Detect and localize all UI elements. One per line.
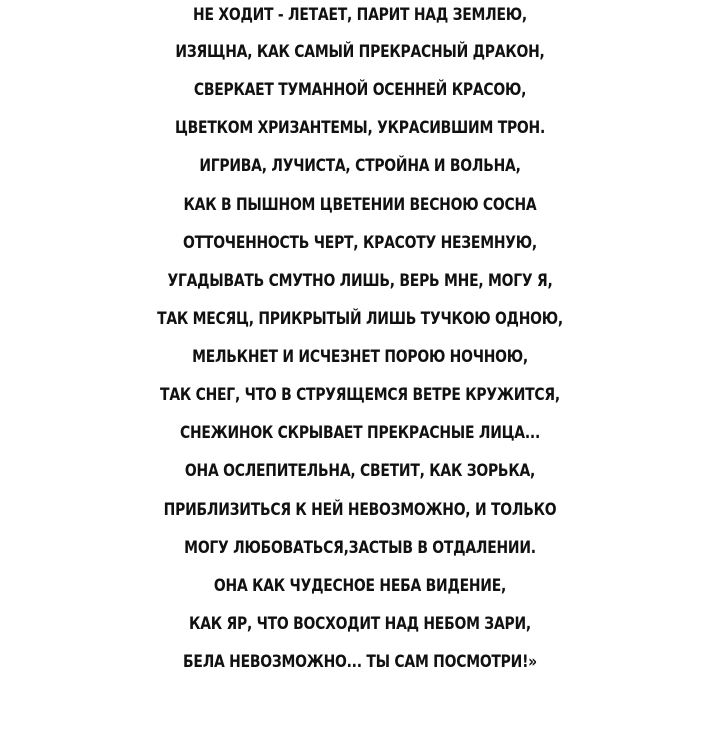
poem-line: ОНА КАК ЧУДЕСНОЕ НЕБА ВИДЕНИЕ, (213, 576, 507, 596)
poem-line: ТАК СНЕГ, ЧТО В СТРУЯЩЕМСЯ ВЕТРЕ КРУЖИТСЯ, (160, 385, 560, 405)
poem-line: ОТТОЧЕННОСТЬ ЧЕРТ, КРАСОТУ НЕЗЕМНУЮ, (183, 233, 537, 253)
poem-line: ОНА ОСЛЕПИТЕЛЬНА, СВЕТИТ, КАК ЗОРЬКА, (184, 461, 536, 481)
poem-line: БЕЛА НЕВОЗМОЖНО... ТЫ САМ ПОСМОТРИ!» (183, 652, 537, 672)
poem-line: ИГРИВА, ЛУЧИСТА, СТРОЙНА И ВОЛЬНА, (199, 156, 521, 176)
poem-line: МЕЛЬКНЕТ И ИСЧЕЗНЕТ ПОРОЮ НОЧНОЮ, (192, 347, 528, 367)
poem-line: СНЕЖИНОК СКРЫВАЕТ ПРЕКРАСНЫЕ ЛИЦА... (179, 423, 541, 443)
poem-line: КАК В ПЫШНОМ ЦВЕТЕНИИ ВЕСНОЮ СОСНА (183, 195, 537, 215)
poem-line: ТАК МЕСЯЦ, ПРИКРЫТЫЙ ЛИШЬ ТУЧКОЮ ОДНОЮ, (157, 309, 563, 329)
poem-line: ПРИБЛИЗИТЬСЯ К НЕЙ НЕВОЗМОЖНО, И ТОЛЬКО (163, 500, 557, 520)
poem-line: ЦВЕТКОМ ХРИЗАНТЕМЫ, УКРАСИВШИМ ТРОН. (174, 118, 545, 138)
poem-line: СВЕРКАЕТ ТУМАННОЙ ОСЕННЕЙ КРАСОЮ, (193, 80, 527, 100)
poem-line: МОГУ ЛЮБОВАТЬСЯ,ЗАСТЫВ В ОТДАЛЕНИИ. (184, 538, 536, 558)
poem-line: НЕ ХОДИТ - ЛЕТАЕТ, ПАРИТ НАД ЗЕМЛЕЮ, (193, 5, 527, 25)
poem-line: ИЗЯЩНА, КАК САМЫЙ ПРЕКРАСНЫЙ ДРАКОН, (175, 42, 545, 62)
poem-line: КАК ЯР, ЧТО ВОСХОДИТ НАД НЕБОМ ЗАРИ, (189, 614, 531, 634)
poem-line: УГАДЫВАТЬ СМУТНО ЛИШЬ, ВЕРЬ МНЕ, МОГУ Я, (167, 271, 553, 291)
